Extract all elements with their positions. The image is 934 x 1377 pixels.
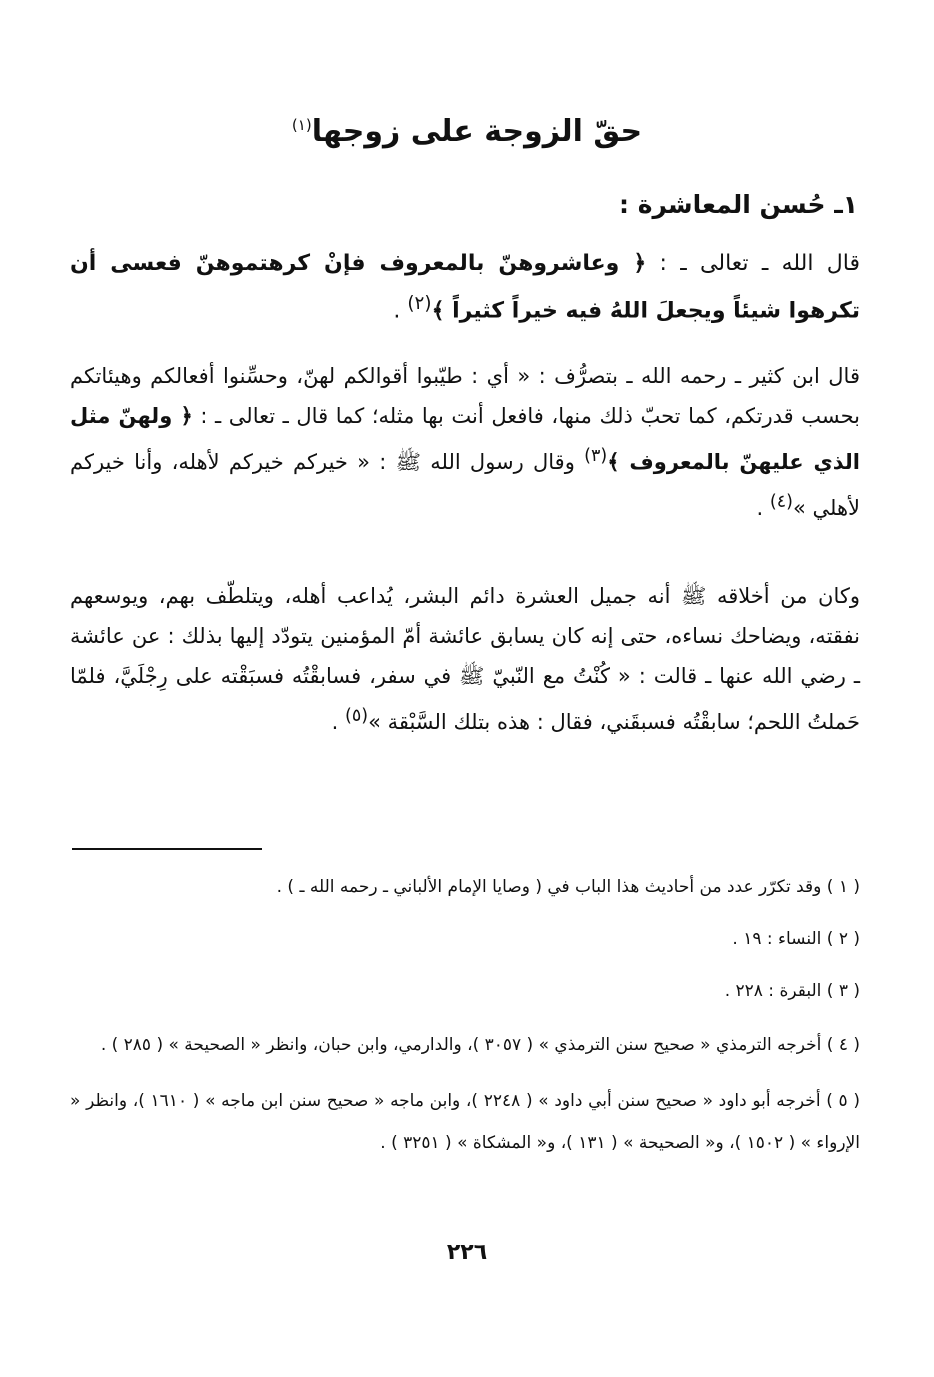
quran-verse: ﴿ ولهنّ مثل الذي عليهنّ بالمعروف ﴾	[70, 404, 860, 474]
page-number: ٢٢٦	[446, 1240, 488, 1265]
paragraph-text: قال الله ـ تعالى ـ :	[646, 251, 861, 276]
footnote-ref: (٤)	[769, 492, 793, 512]
title-footnote-ref: (١)	[291, 116, 312, 134]
footnote-separator	[72, 848, 262, 850]
title-text: حقّ الزوجة على زوجها	[311, 114, 643, 149]
footnote-ref: (٣)	[584, 446, 608, 466]
footnote-4: ( ٤ ) أخرجه الترمذي « صحيح سنن الترمذي » ( ٣٠٥٧ )، والدارمي، وابن حبان، وانظر « الصحيحة » ( ٢٨٥ ) .	[100, 1035, 860, 1055]
paragraph-prophet-manners	[70, 576, 860, 742]
footnote-2: ( ٢ ) النساء : ١٩ .	[732, 929, 860, 949]
page-title	[0, 100, 934, 157]
section-heading: ١ـ حُسن المعاشرة :	[619, 190, 858, 219]
footnote-ref: (٢)	[407, 293, 432, 314]
paragraph-text: وكان من أخلاقه ﷺ أنه جميل العشرة دائم البشر، يُداعب أهله، ويتلطّف بهم، ويوسعهم نفقته، ويضاحك نساءه، حتى إنه كان يسابق عائشة أمّ المؤمنين يتودّد إليها بذلك : عن عائشة ـ رضي الله عنها ـ قالت : « كُنْتُ مع النّبيّ ﷺ في سفر، فسابقْتُه فسبَقْته على رِجْلَيَّ، فلمّا حَملتُ اللحم؛ سابقْتُه فسبقَني، فقال : هذه بتلك السَّبْقة »	[70, 584, 860, 734]
paragraph-end: .	[756, 496, 770, 520]
footnote-5: ( ٥ ) أخرجه أبو داود « صحيح سنن أبي داود » ( ٢٢٤٨ )، وابن ماجه « صحيح سنن ابن ماجه » ( ١٦١٠ )، وانظر « الإرواء » ( ١٥٠٢ )، و« الصحيحة » ( ١٣١ )، و« المشكاة » ( ٣٢٥١ ) .	[70, 1091, 860, 1153]
paragraph-quran-verse	[70, 244, 860, 331]
footnote-1: ( ١ ) وقد تكرّر عدد من أحاديث هذا الباب في ( وصايا الإمام الألباني ـ رحمه الله ـ ) .	[276, 877, 860, 897]
paragraph-text: قال ابن كثير ـ رحمه الله ـ بتصرُّف : « أي : طيّبوا أقوالكم لهنّ، وحسِّنوا أفعالكم وهيئاتكم بحسب قدرتكم، كما تحبّ ذلك منها، فافعل أنت بها مثله؛ كما قال ـ تعالى ـ :	[70, 364, 861, 428]
footnote-ref: (٥)	[345, 706, 369, 726]
paragraph-end: .	[393, 298, 408, 324]
paragraph-end: .	[331, 710, 345, 734]
quran-verse: ﴿ وعاشروهنّ بالمعروف فإنْ كرهتموهنّ فعسى أن تكرهوا شيئاً ويجعلَ اللهُ فيه خيراً كثيراً ﴾	[70, 251, 860, 324]
paragraph-text: وقال رسول الله ﷺ : « خيركم خيركم لأهله، وأنا خيركم لأهلي »	[70, 450, 860, 520]
footnote-3: ( ٣ ) البقرة : ٢٢٨ .	[724, 981, 860, 1001]
paragraph-ibn-kathir	[70, 356, 860, 528]
footnotes	[70, 868, 860, 1178]
